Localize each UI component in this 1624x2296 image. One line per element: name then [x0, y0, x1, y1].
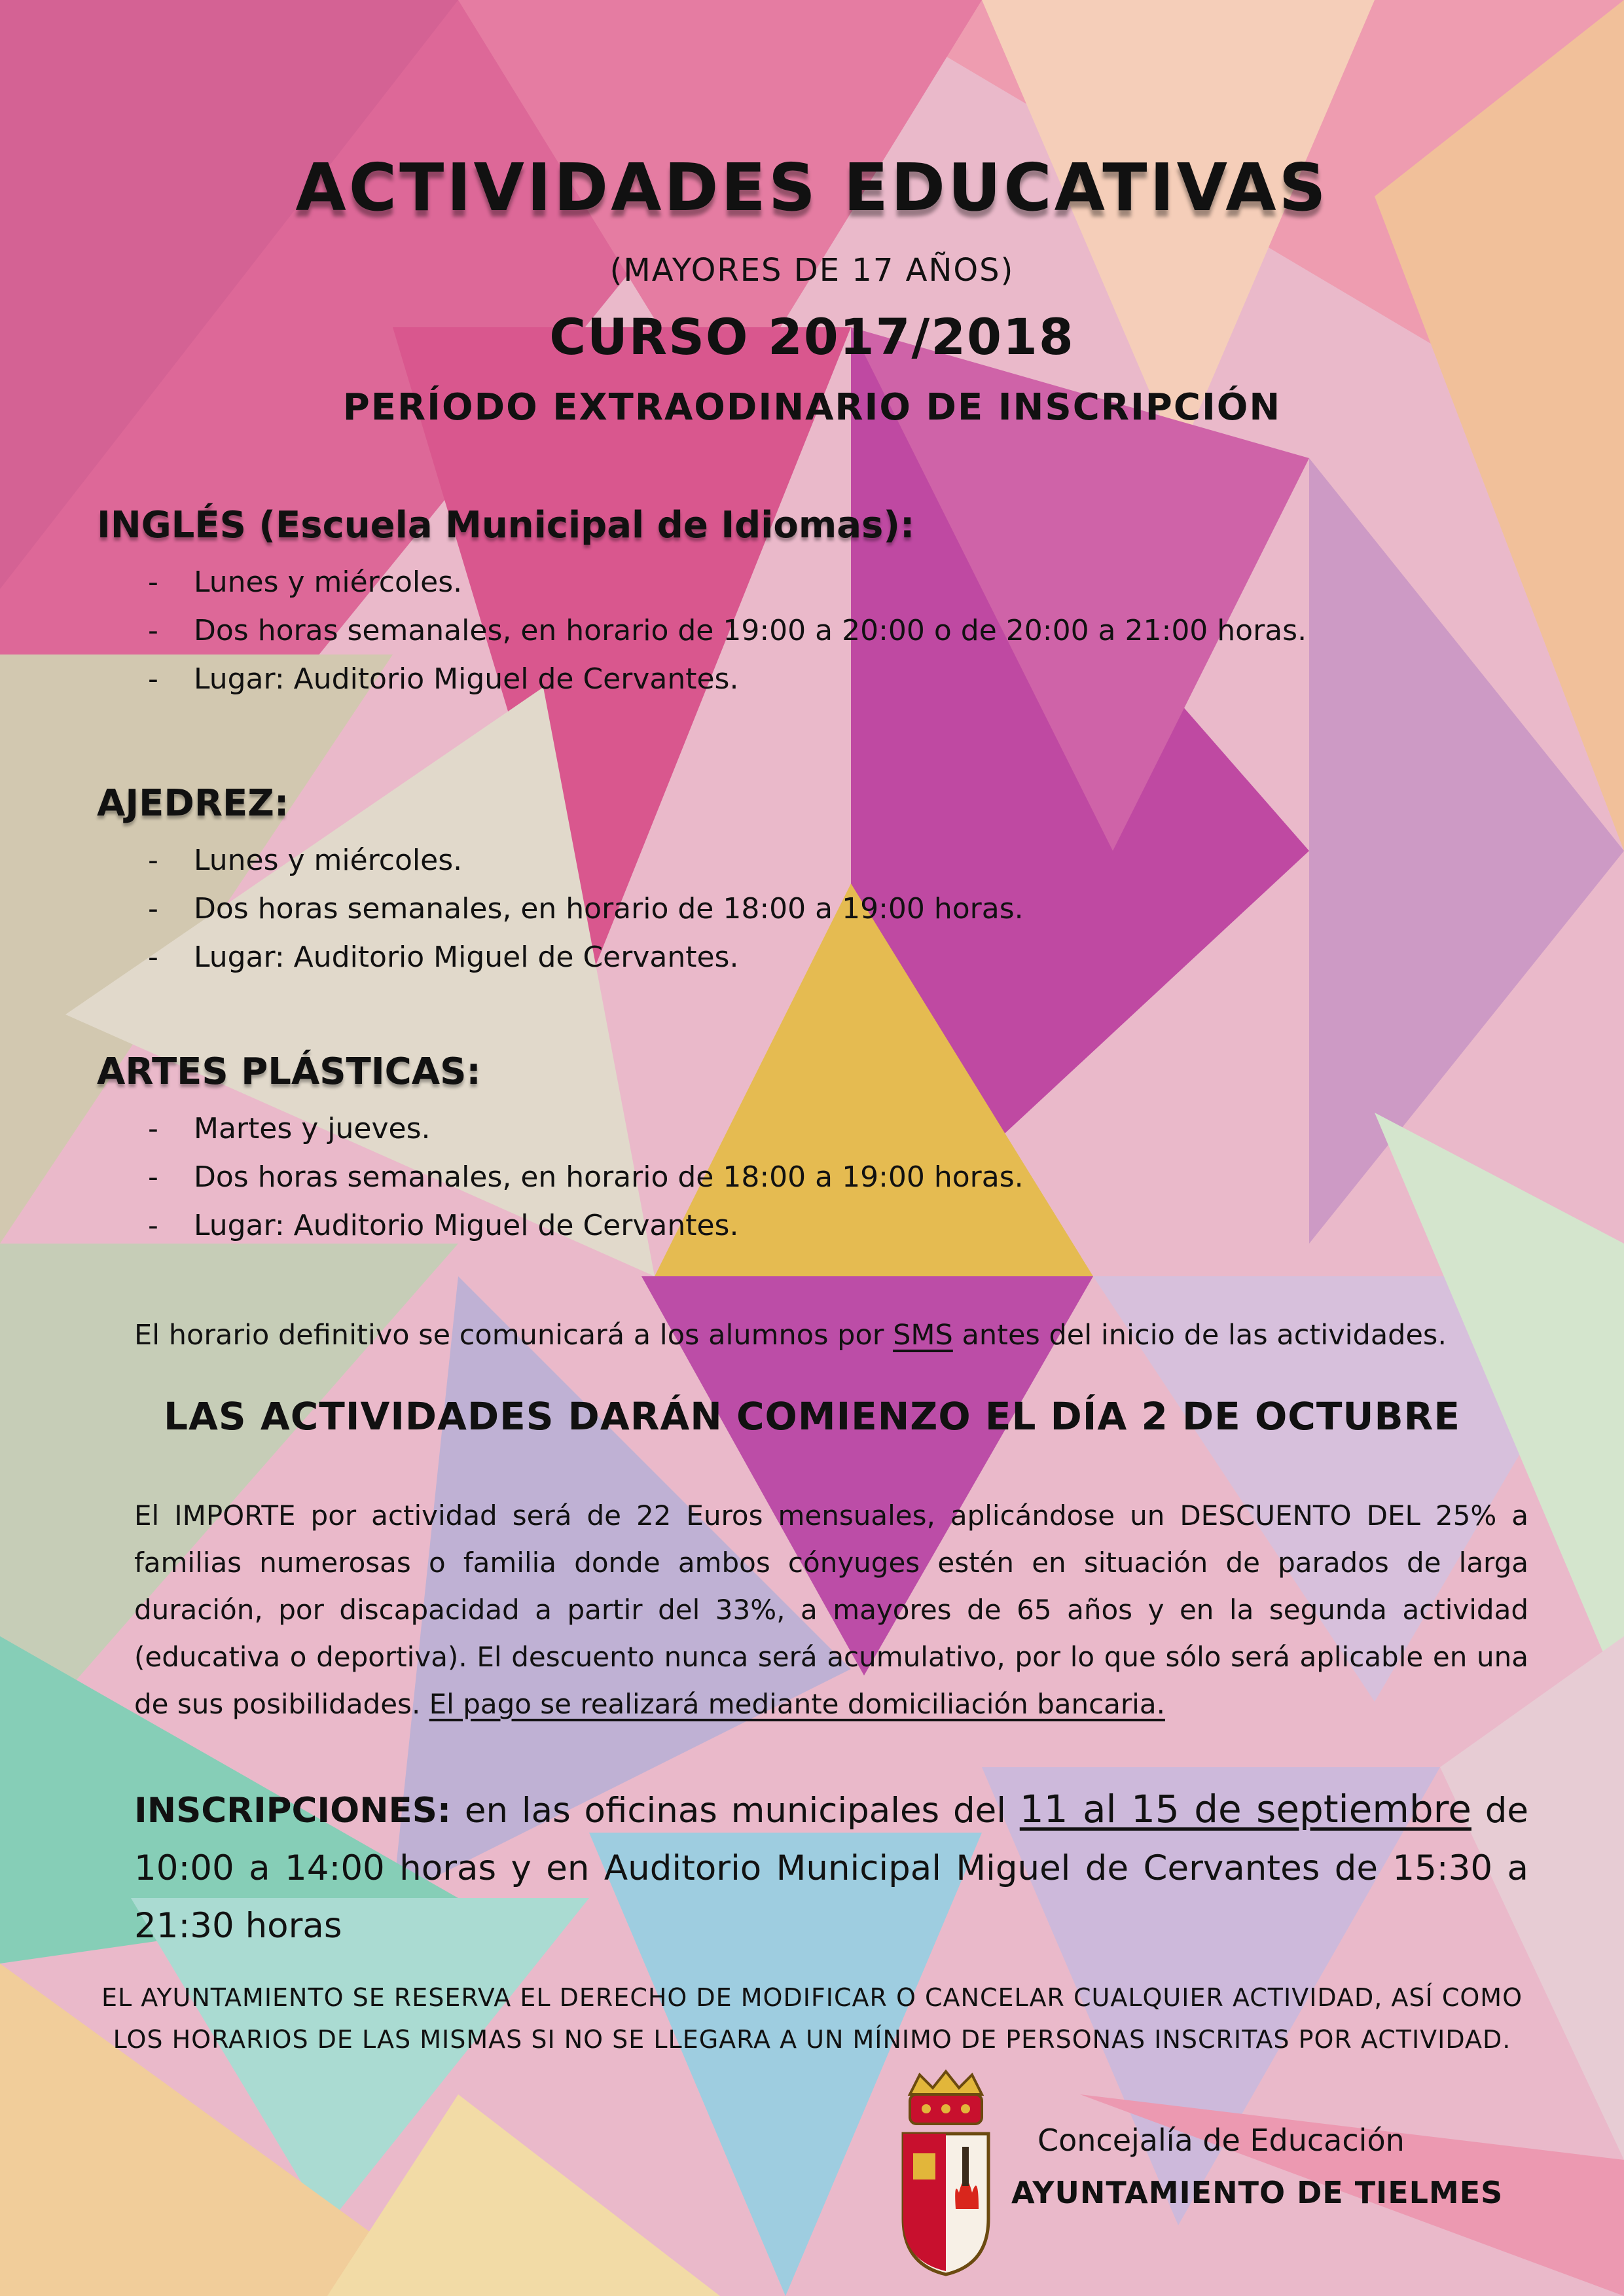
section-list — [97, 1105, 1024, 1250]
organization-signature — [1011, 2114, 1503, 2219]
section-heading: ARTES PLÁSTICAS: — [97, 1050, 481, 1093]
age-subtitle: (MAYORES DE 17 AÑOS) — [609, 252, 1015, 289]
list-item: - Dos horas semanales, en horario de 19:00 a 20:00 o de 20:00 a 21:00 horas. — [97, 607, 1307, 655]
disclaimer-line: LOS HORARIOS DE LAS MISMAS SI NO SE LLEGARA A UN MÍNIMO DE PERSONAS INSCRITAS POR ACTIVIDAD. — [113, 2025, 1511, 2054]
registration-text: en las oficinas municipales del — [451, 1791, 1020, 1831]
page-title: ACTIVIDADES EDUCATIVAS — [295, 149, 1329, 226]
registration-dates: 11 al 15 de septiembre — [1019, 1787, 1471, 1831]
registration-paragraph — [134, 1780, 1528, 1955]
coat-of-arms-icon — [893, 2068, 998, 2278]
registration-label: INSCRIPCIONES: — [134, 1791, 452, 1831]
notice-text: antes del inicio de las actividades. — [952, 1319, 1447, 1352]
list-item: - Martes y jueves. — [97, 1105, 1024, 1153]
section-heading: INGLÉS (Escuela Municipal de Idiomas): — [97, 504, 915, 547]
registration-text: de 10:00 a 14:00 horas y en Auditorio Municipal Miguel de Cervantes de 15:30 a 21:30 horas — [134, 1791, 1528, 1946]
department-name: Concejalía de Educación — [1038, 2123, 1405, 2158]
section-ajedrez — [97, 782, 1024, 982]
sms-text: SMS — [893, 1319, 953, 1352]
section-heading: AJEDREZ: — [97, 782, 289, 825]
schedule-notice — [134, 1319, 1447, 1352]
list-item: - Dos horas semanales, en horario de 18:00 a 19:00 horas. — [97, 1153, 1024, 1202]
payment-text: El pago se realizará mediante domiciliación bancaria. — [429, 1688, 1165, 1720]
disclaimer-line: EL AYUNTAMIENTO SE RESERVA EL DERECHO DE MODIFICAR O CANCELAR CUALQUIER ACTIVIDAD, ASÍ COMO — [101, 1983, 1523, 2012]
registration-period: PERÍODO EXTRAODINARIO DE INSCRIPCIÓN — [342, 386, 1282, 429]
section-list — [97, 836, 1024, 982]
list-item: - Lunes y miércoles. — [97, 836, 1024, 885]
list-item: - Dos horas semanales, en horario de 18:00 a 19:00 horas. — [97, 885, 1024, 933]
disclaimer — [0, 1977, 1624, 2060]
list-item: - Lugar: Auditorio Miguel de Cervantes. — [97, 1202, 1024, 1250]
section-ingles — [97, 504, 1307, 704]
course-year: CURSO 2017/2018 — [549, 308, 1075, 366]
list-item: - Lunes y miércoles. — [97, 558, 1307, 607]
pricing-paragraph — [134, 1492, 1528, 1728]
section-artes-plasticas — [97, 1050, 1024, 1250]
notice-text: El horario definitivo se comunicará a los alumnos por — [134, 1319, 893, 1352]
start-date-banner: LAS ACTIVIDADES DARÁN COMIENZO EL DÍA 2 DE OCTUBRE — [164, 1394, 1460, 1439]
section-list — [97, 558, 1307, 704]
list-item: - Lugar: Auditorio Miguel de Cervantes. — [97, 655, 1307, 704]
list-item: - Lugar: Auditorio Miguel de Cervantes. — [97, 933, 1024, 982]
pricing-text: El IMPORTE por actividad será de 22 Euros mensuales, aplicándose un DESCUENTO DEL 25% a familias numerosas o familia donde ambos cónyuges estén en situación de parados de larga duración, por discapacidad a partir del 33%, a mayores de 65 años y en la segunda actividad (educativa o deportiva). El descuento nunca será acumulativo, por lo que sólo será aplicable en una de sus posibilidades. — [134, 1499, 1528, 1720]
town-hall-name: AYUNTAMIENTO DE TIELMES — [1011, 2175, 1504, 2210]
